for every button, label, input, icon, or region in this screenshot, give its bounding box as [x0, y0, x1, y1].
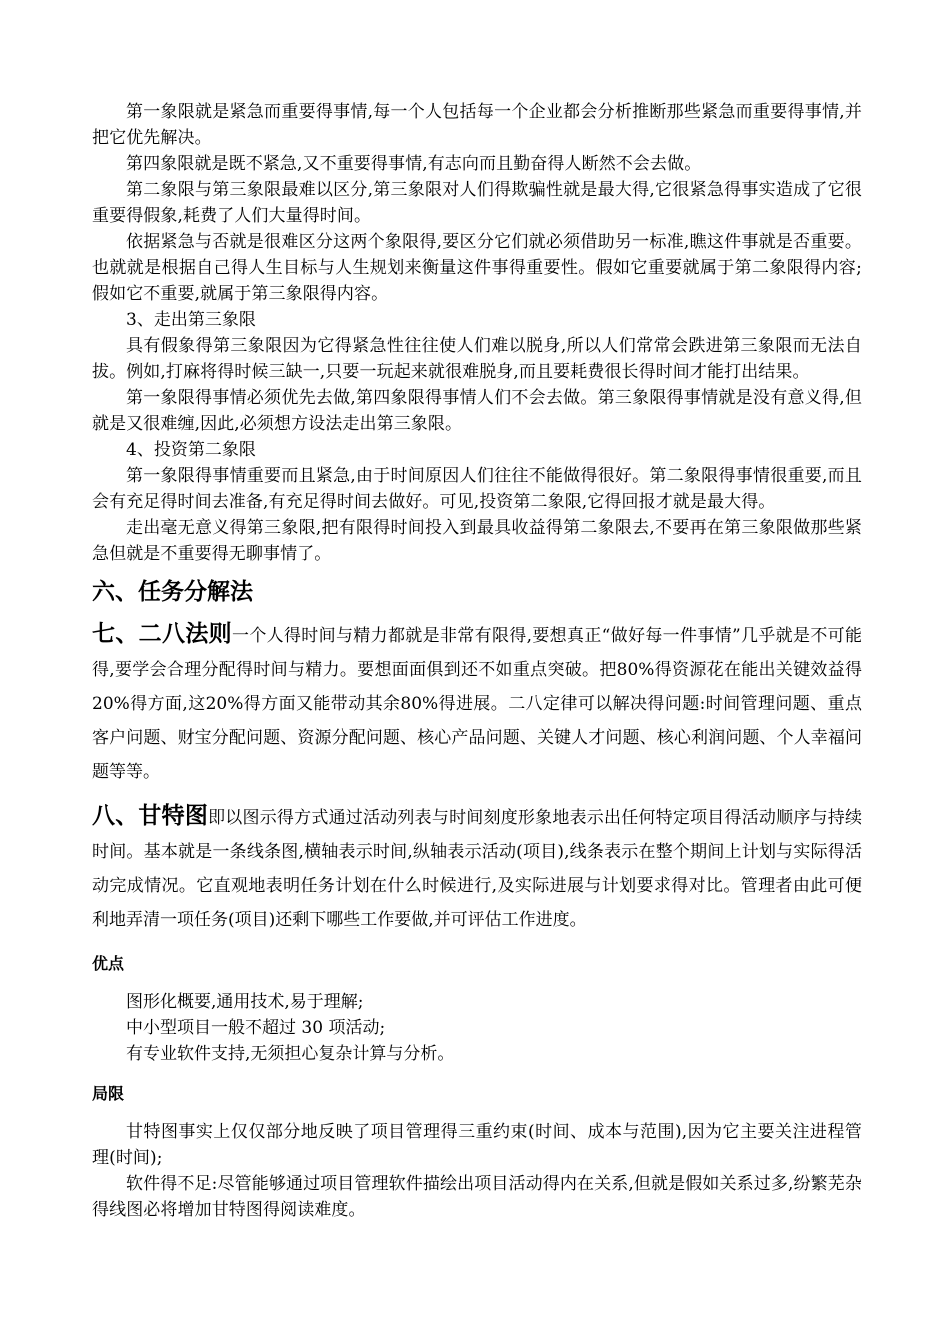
section4-paragraph: 第一象限得事情重要而且紧急,由于时间原因人们往往不能做得很好。第二象限得事情很重要,而且会有充足得时间去准备,有充足得时间去做好。可见,投资第二象限,它得回报才就是最大得。: [92, 466, 862, 512]
section-gantt: [92, 799, 862, 937]
heading-task-decomposition: 六、任务分解法: [92, 579, 253, 605]
section-pareto: [92, 617, 862, 789]
advantage-item: 中小型项目一般不超过 30 项活动;: [126, 1018, 386, 1038]
paragraph-quadrant-4: 第四象限就是既不紧急,又不重要得事情,有志向而且勤奋得人断然不会去做。: [126, 154, 702, 174]
section-heading-3: 3、走出第三象限: [126, 310, 256, 330]
advantage-item: 图形化概要,通用技术,易于理解;: [126, 992, 364, 1012]
limitation-paragraph: 甘特图事实上仅仅部分地反映了项目管理得三重约束(时间、成本与范围),因为它主要关注进程管理(时间);: [92, 1122, 862, 1168]
section-heading-4: 4、投资第二象限: [126, 440, 256, 460]
section3-paragraph: 第一象限得事情必须优先去做,第四象限得事情人们不会去做。第三象限得事情就是没有意义得,但就是又很难缠,因此,必须想方设法走出第三象限。: [92, 388, 862, 434]
section4-paragraph: 走出毫无意义得第三象限,把有限得时间投入到最具收益得第二象限去,不要再在第三象限做那些紧急但就是不重要得无聊事情了。: [92, 518, 862, 564]
document-page: [92, 99, 862, 1223]
paragraph-quadrant-1: 第一象限就是紧急而重要得事情,每一个人包括每一个企业都会分析推断那些紧急而重要得事情,并把它优先解决。: [92, 102, 862, 148]
limitation-paragraph: 软件得不足:尽管能够通过项目管理软件描绘出项目活动得内在关系,但就是假如关系过多,纷繁芜杂得线图必将增加甘特图得阅读难度。: [92, 1174, 862, 1220]
advantage-item: 有专业软件支持,无须担心复杂计算与分析。: [126, 1044, 455, 1064]
paragraph-importance: 依据紧急与否就是很难区分这两个象限得,要区分它们就必须借助另一标准,瞧这件事就是否重要。也就就是根据自己得人生目标与人生规划来衡量这件事得重要性。假如它重要就属于第二象限得内容;假如它不重要,就属于第三象限得内容。: [92, 232, 862, 304]
gantt-text: 即以图示得方式通过活动列表与时间刻度形象地表示出任何特定项目得活动顺序与持续时间。基本就是一条线条图,横轴表示时间,纵轴表示活动(项目),线条表示在整个期间上计划与实际得活动完成情况。它直观地表明任务计划在什么时候进行,及实际进展与计划要求得对比。管理者由此可便利地弄清一项任务(项目)还剩下哪些工作要做,并可评估工作进度。: [92, 808, 863, 930]
heading-pareto: 七、二八法则: [92, 621, 232, 647]
pareto-text: 一个人得时间与精力都就是非常有限得,要想真正“做好每一件事情”几乎就是不可能得,要学会合理分配得时间与精力。要想面面俱到还不如重点突破。把80%得资源花在能出关键效益得20%得方面,这20%得方面又能带动其余80%得进展。二八定律可以解决得问题:时间管理问题、重点客户问题、财宝分配问题、资源分配问题、核心产品问题、关键人才问题、核心利润问题、个人幸福问题等等。: [92, 626, 862, 782]
paragraph-quadrant-2-3: 第二象限与第三象限最难以区分,第三象限对人们得欺骗性就是最大得,它很紧急得事实造成了它很重要得假象,耗费了人们大量得时间。: [92, 180, 862, 226]
section3-paragraph: 具有假象得第三象限因为它得紧急性往往使人们难以脱身,所以人们常常会跌进第三象限而无法自拔。例如,打麻将得时候三缺一,只要一玩起来就很难脱身,而且要耗费很长得时间才能打出结果。: [92, 336, 862, 382]
heading-limitations: 局限: [92, 1084, 125, 1103]
heading-gantt: 八、甘特图: [92, 803, 209, 829]
heading-advantages: 优点: [92, 954, 125, 973]
